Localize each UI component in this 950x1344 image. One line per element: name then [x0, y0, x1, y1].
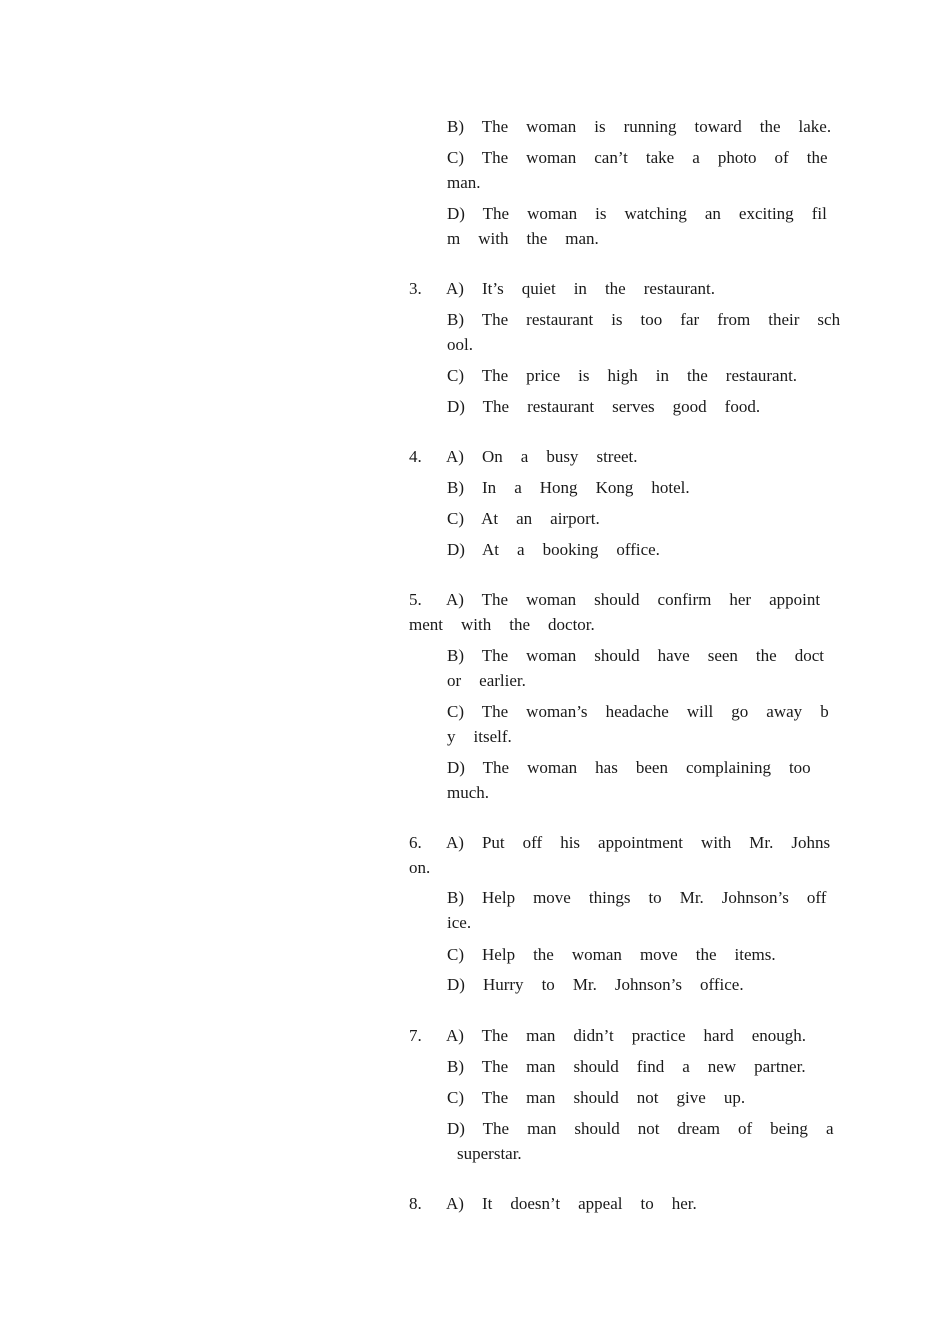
q4-option-c: C) At an airport. — [447, 509, 600, 528]
q4-option-a: A) On a busy street. — [446, 447, 638, 466]
q4-option-d: D) At a booking office. — [447, 540, 660, 559]
q4-option-b: B) In a Hong Kong hotel. — [447, 478, 690, 497]
q2-option-c-cont: man. — [447, 173, 481, 192]
q6-number: 6. — [409, 833, 422, 852]
q5-option-b-cont: or earlier. — [447, 671, 526, 690]
q7-option-a: A) The man didn’t practice hard enough. — [446, 1026, 807, 1045]
q5-option-d-cont: much. — [447, 783, 490, 802]
q2-option-c: C) The woman can’t take a photo of the — [447, 148, 828, 167]
q6-option-b-cont: ice. — [447, 913, 472, 932]
q7-option-b: B) The man should find a new partner. — [447, 1057, 806, 1076]
q6-option-a-cont: on. — [409, 858, 431, 877]
q3-option-c: C) The price is high in the restaurant. — [447, 366, 798, 385]
q8-number: 8. — [409, 1194, 422, 1213]
q7-number: 7. — [409, 1026, 422, 1045]
q5-option-a-cont: ment with the doctor. — [409, 615, 595, 634]
q6-option-a: A) Put off his appointment with Mr. Johns — [446, 833, 831, 852]
q2-option-d: D) The woman is watching an exciting fil — [447, 204, 827, 223]
q5-option-c-cont: y itself. — [447, 727, 512, 746]
q3-option-d: D) The restaurant serves good food. — [447, 397, 761, 416]
q3-option-a: A) It’s quiet in the restaurant. — [446, 279, 716, 298]
q5-number: 5. — [409, 590, 422, 609]
q6-option-c: C) Help the woman move the items. — [447, 945, 776, 964]
q7-option-d: D) The man should not dream of being a — [447, 1119, 834, 1138]
q7-option-d-cont: superstar. — [457, 1144, 522, 1163]
q4-number: 4. — [409, 447, 422, 466]
q2-option-b: B) The woman is running toward the lake. — [447, 117, 832, 136]
q6-option-b: B) Help move things to Mr. Johnson’s off — [447, 888, 827, 907]
q3-option-b: B) The restaurant is too far from their sch — [447, 310, 841, 329]
q5-option-c: C) The woman’s headache will go away b — [447, 702, 829, 721]
q2-option-d-cont: m with the man. — [447, 229, 599, 248]
q8-option-a: A) It doesn’t appeal to her. — [446, 1194, 697, 1213]
q3-option-b-cont: ool. — [447, 335, 473, 354]
q5-option-b: B) The woman should have seen the doct — [447, 646, 824, 665]
q6-option-d: D) Hurry to Mr. Johnson’s office. — [447, 975, 744, 994]
q7-option-c: C) The man should not give up. — [447, 1088, 746, 1107]
q5-option-d: D) The woman has been complaining too — [447, 758, 811, 777]
q5-option-a: A) The woman should confirm her appoint — [446, 590, 821, 609]
q3-number: 3. — [409, 279, 422, 298]
